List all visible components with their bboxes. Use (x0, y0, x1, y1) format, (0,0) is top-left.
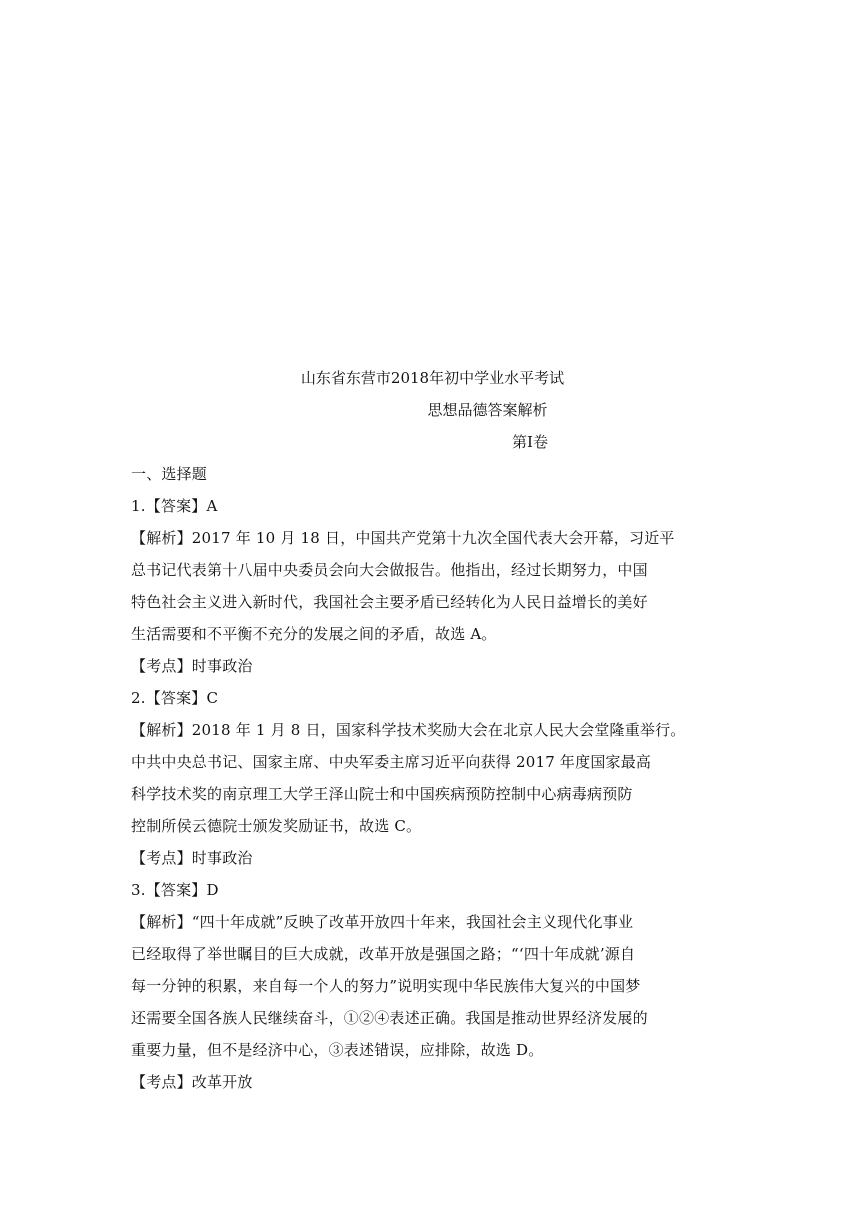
analysis-line: 【解析】“四十年成就”反映了改革开放四十年来，我国社会主义现代化事业 (131, 913, 634, 931)
analysis-line: 重要力量，但不是经济中心，③表述错误，应排除，故选 D。 (131, 1041, 544, 1059)
analysis-line: 【解析】2018 年 1 月 8 日，国家科学技术奖励大会在北京人民大会堂隆重举行。 (131, 721, 686, 739)
analysis-line: 控制所侯云德院士颁发奖励证书，故选 C。 (131, 817, 422, 835)
topic-line: 【考点】改革开放 (131, 1073, 253, 1091)
analysis-line: 中共中央总书记、国家主席、中央军委主席习近平向获得 2017 年度国家最高 (131, 753, 652, 771)
analysis-line: 还需要全国各族人民继续奋斗，①②④表述正确。我国是推动世界经济发展的 (131, 1009, 648, 1027)
answer-line: 3.【答案】D (131, 881, 219, 899)
analysis-line: 【解析】2017 年 10 月 18 日，中国共产党第十九次全国代表大会开幕，习近平 (131, 529, 675, 547)
analysis-line: 每一分钟的积累，来自每一个人的努力”说明实现中华民族伟大复兴的中国梦 (131, 977, 641, 995)
answer-line: 1.【答案】A (131, 497, 218, 515)
document-subtitle: 思想品德答案解析 (427, 401, 548, 419)
answer-line: 2.【答案】C (131, 689, 219, 707)
topic-line: 【考点】时事政治 (131, 657, 253, 675)
analysis-line: 总书记代表第十八届中央委员会向大会做报告。他指出，经过长期努力，中国 (131, 561, 648, 579)
analysis-line: 生活需要和不平衡不充分的发展之间的矛盾，故选 A。 (131, 625, 497, 643)
section-heading: 一、选择题 (131, 465, 208, 483)
analysis-line: 科学技术奖的南京理工大学王泽山院士和中国疾病预防控制中心病毒病预防 (131, 785, 633, 803)
volume-label: 第Ⅰ卷 (512, 433, 548, 451)
document-title: 山东省东营市2018年初中学业水平考试 (300, 369, 565, 387)
analysis-line: 特色社会主义进入新时代，我国社会主要矛盾已经转化为人民日益增长的美好 (131, 593, 648, 611)
topic-line: 【考点】时事政治 (131, 849, 253, 867)
analysis-line: 已经取得了举世瞩目的巨大成就，改革开放是强国之路；“‘四十年成就’源自 (131, 945, 636, 963)
